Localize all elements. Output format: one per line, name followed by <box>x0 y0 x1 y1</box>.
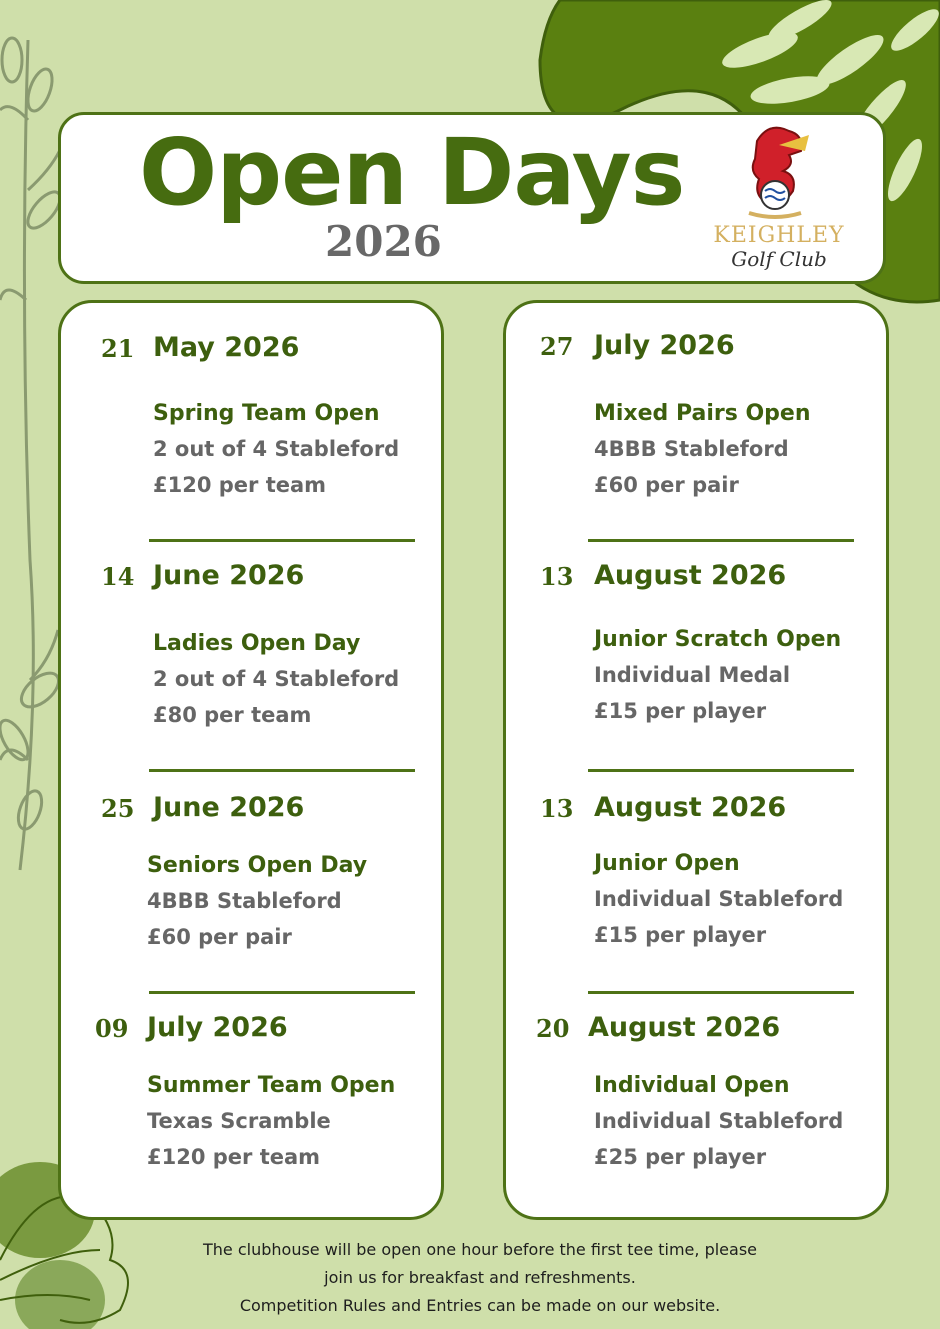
event-name: Spring Team Open <box>153 401 380 426</box>
event-day: 20 <box>536 1014 570 1043</box>
event-name: Ladies Open Day <box>153 631 361 656</box>
divider <box>149 539 415 542</box>
event-name: Individual Open <box>594 1073 790 1098</box>
event-format: Individual Stableford <box>594 1109 844 1133</box>
event-name: Junior Open <box>594 851 740 876</box>
page-title: Open Days <box>139 119 685 226</box>
divider <box>149 769 415 772</box>
event-format: Individual Stableford <box>594 887 844 911</box>
event-name: Seniors Open Day <box>147 853 368 878</box>
footer-line: Competition Rules and Entries can be made on our website. <box>239 1296 721 1315</box>
event-price: £25 per player <box>594 1145 767 1169</box>
event-format: 4BBB Stableford <box>147 889 342 913</box>
event-month: June 2026 <box>153 560 305 591</box>
branch-icon <box>0 38 66 870</box>
event-day: 13 <box>540 562 574 591</box>
dragon-crest-icon <box>709 121 849 225</box>
event-format: 2 out of 4 Stableford <box>153 437 400 461</box>
event-price: £15 per player <box>594 923 767 947</box>
event-format: 4BBB Stableford <box>594 437 789 461</box>
divider <box>588 539 854 542</box>
event-price: £120 per team <box>147 1145 321 1169</box>
event-month: July 2026 <box>147 1012 288 1043</box>
event-price: £60 per pair <box>594 473 739 497</box>
event-month: May 2026 <box>153 332 300 363</box>
header-card <box>58 112 886 284</box>
event-day: 25 <box>101 794 135 823</box>
event-price: £15 per player <box>594 699 767 723</box>
event-month: July 2026 <box>594 330 735 361</box>
event-price: £80 per team <box>153 703 312 727</box>
event-format: Texas Scramble <box>147 1109 331 1133</box>
logo-subtext: Golf Club <box>731 247 827 271</box>
footer-line: join us for breakfast and refreshments. <box>324 1268 636 1287</box>
event-month: August 2026 <box>594 792 787 823</box>
events-panel-left <box>58 300 444 1220</box>
divider <box>149 991 415 994</box>
event-name: Junior Scratch Open <box>594 627 842 652</box>
event-month: August 2026 <box>588 1012 781 1043</box>
event-price: £60 per pair <box>147 925 292 949</box>
page-year: 2026 <box>325 217 442 266</box>
events-panel-right <box>503 300 889 1220</box>
logo-text: KEIGHLEY <box>713 223 845 248</box>
event-day: 13 <box>540 794 574 823</box>
event-day: 21 <box>101 334 135 363</box>
event-price: £120 per team <box>153 473 327 497</box>
event-day: 09 <box>95 1014 129 1043</box>
event-day: 14 <box>101 562 135 591</box>
divider <box>588 769 854 772</box>
divider <box>588 991 854 994</box>
event-name: Summer Team Open <box>147 1073 396 1098</box>
event-month: June 2026 <box>153 792 305 823</box>
club-logo <box>709 121 849 283</box>
footer-note <box>100 1236 860 1320</box>
event-day: 27 <box>540 332 574 361</box>
event-name: Mixed Pairs Open <box>594 401 811 426</box>
event-format: Individual Medal <box>594 663 791 687</box>
footer-line: The clubhouse will be open one hour before the first tee time, please <box>203 1240 757 1259</box>
event-month: August 2026 <box>594 560 787 591</box>
event-format: 2 out of 4 Stableford <box>153 667 400 691</box>
